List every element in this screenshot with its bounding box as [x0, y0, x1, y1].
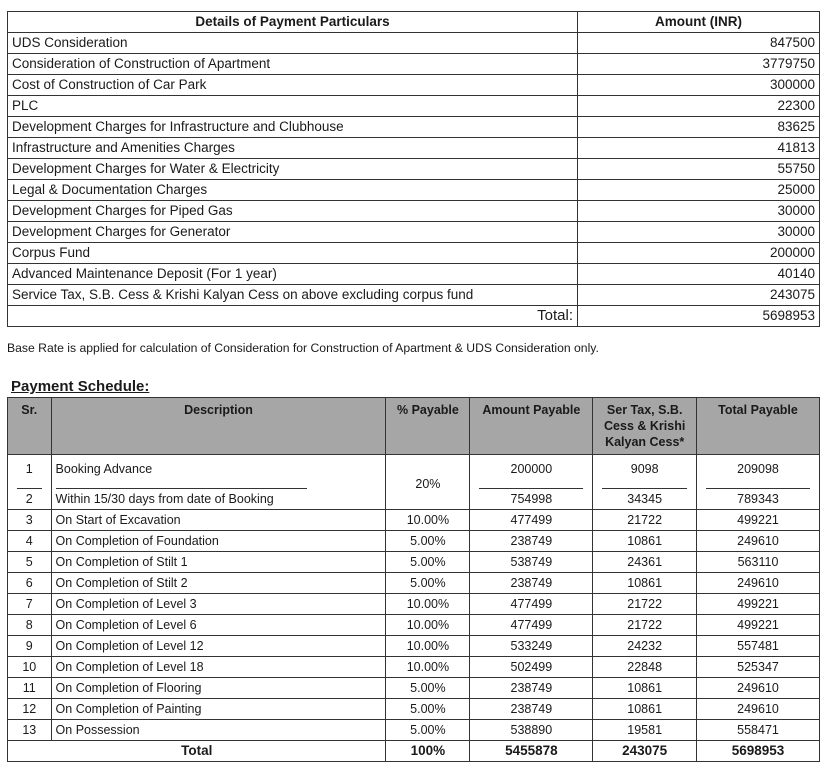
row-description: On Completion of Stilt 1 [51, 552, 386, 573]
column-header-total-payable: Total Payable [697, 398, 820, 455]
row-amount: 238749 [470, 531, 593, 552]
row-amount: 238749 [470, 699, 593, 720]
row-sr: 5 [8, 552, 52, 573]
row-total: 558471 [697, 720, 820, 741]
row-tax: 22848 [593, 657, 697, 678]
table-row [8, 636, 820, 657]
table-row [8, 699, 820, 720]
row-pct-payable-merged: 20% [386, 455, 470, 510]
row-total: 249610 [697, 699, 820, 720]
table-row [8, 54, 820, 75]
table-row [8, 222, 820, 243]
row-total: 557481 [697, 636, 820, 657]
row-pct-payable: 5.00% [386, 699, 470, 720]
payment-schedule-title: Payment Schedule: [11, 378, 150, 395]
total-amount: 5698953 [578, 306, 820, 327]
particular-amount: 55750 [578, 159, 820, 180]
row-pct-payable: 10.00% [386, 636, 470, 657]
particular-label: Service Tax, S.B. Cess & Krishi Kalyan Cess on above excluding corpus fund [8, 285, 578, 306]
row-description: On Completion of Level 12 [51, 636, 386, 657]
table-row [8, 594, 820, 615]
row-amount: 502499 [470, 657, 593, 678]
row-sr: 3 [8, 510, 52, 531]
table-row [8, 96, 820, 117]
table-header-row [8, 398, 820, 455]
table-row [8, 720, 820, 741]
table-row [8, 552, 820, 573]
row-sr: 8 [8, 615, 52, 636]
table-row [8, 117, 820, 138]
row-sr: 2 [8, 489, 52, 510]
particular-label: Development Charges for Water & Electricity [8, 159, 578, 180]
table-header-row [8, 12, 820, 33]
row-sr: 6 [8, 573, 52, 594]
particular-label: Consideration of Construction of Apartment [8, 54, 578, 75]
column-header-service-tax: Ser Tax, S.B. Cess & Krishi Kalyan Cess* [593, 398, 697, 455]
particular-amount: 40140 [578, 264, 820, 285]
particular-label: Legal & Documentation Charges [8, 180, 578, 201]
column-header-amount: Amount (INR) [578, 12, 820, 33]
row-description: Booking Advance [55, 462, 153, 476]
row-amount: 538890 [470, 720, 593, 741]
row-description: On Completion of Stilt 2 [51, 573, 386, 594]
row-description: On Completion of Flooring [51, 678, 386, 699]
row-tax: 21722 [593, 510, 697, 531]
row-sr: 12 [8, 699, 52, 720]
row-sr: 7 [8, 594, 52, 615]
row-description: On Completion of Level 3 [51, 594, 386, 615]
row-description: On Completion of Level 18 [51, 657, 386, 678]
row-pct-payable: 10.00% [386, 615, 470, 636]
row-total: 499221 [697, 594, 820, 615]
row-tax: 9098 [630, 462, 659, 476]
row-description: On Completion of Foundation [51, 531, 386, 552]
row-pct-payable: 10.00% [386, 510, 470, 531]
row-amount: 238749 [470, 573, 593, 594]
row-description: On Completion of Level 6 [51, 615, 386, 636]
particular-amount: 41813 [578, 138, 820, 159]
particular-amount: 300000 [578, 75, 820, 96]
row-sr: 11 [8, 678, 52, 699]
particular-amount: 3779750 [578, 54, 820, 75]
total-payable: 5698953 [697, 741, 820, 762]
row-amount: 533249 [470, 636, 593, 657]
table-row [8, 455, 820, 490]
total-tax: 243075 [593, 741, 697, 762]
row-tax: 34345 [593, 489, 697, 510]
particular-amount: 22300 [578, 96, 820, 117]
particular-amount: 847500 [578, 33, 820, 54]
row-sr: 9 [8, 636, 52, 657]
table-row [8, 75, 820, 96]
row-amount: 477499 [470, 594, 593, 615]
row-amount: 538749 [470, 552, 593, 573]
row-total: 789343 [697, 489, 820, 510]
total-row [8, 741, 820, 762]
row-amount: 477499 [470, 615, 593, 636]
total-pct: 100% [386, 741, 470, 762]
row-description: On Completion of Painting [51, 699, 386, 720]
row-tax: 10861 [593, 531, 697, 552]
table-row [8, 264, 820, 285]
row-pct-payable: 5.00% [386, 678, 470, 699]
column-header-pct-payable: % Payable [386, 398, 470, 455]
particular-amount: 25000 [578, 180, 820, 201]
column-header-sr: Sr. [8, 398, 52, 455]
row-sr: 13 [8, 720, 52, 741]
row-description: On Start of Excavation [51, 510, 386, 531]
row-amount: 477499 [470, 510, 593, 531]
row-tax: 10861 [593, 699, 697, 720]
table-row [8, 510, 820, 531]
table-row [8, 138, 820, 159]
row-sr: 10 [8, 657, 52, 678]
table-row [8, 531, 820, 552]
row-total: 249610 [697, 531, 820, 552]
table-row [8, 180, 820, 201]
particular-amount: 243075 [578, 285, 820, 306]
table-row [8, 573, 820, 594]
row-pct-payable: 10.00% [386, 657, 470, 678]
column-header-amount-payable: Amount Payable [470, 398, 593, 455]
table-row [8, 33, 820, 54]
particular-label: Development Charges for Infrastructure and Clubhouse [8, 117, 578, 138]
row-total: 249610 [697, 573, 820, 594]
row-total: 525347 [697, 657, 820, 678]
particular-amount: 83625 [578, 117, 820, 138]
particular-label: Advanced Maintenance Deposit (For 1 year) [8, 264, 578, 285]
base-rate-note: Base Rate is applied for calculation of Consideration for Construction of Apartment & UDS Consideration only. [7, 341, 599, 355]
row-pct-payable: 10.00% [386, 594, 470, 615]
row-description: Within 15/30 days from date of Booking [51, 489, 386, 510]
column-header-description: Details of Payment Particulars [8, 12, 578, 33]
row-total: 249610 [697, 678, 820, 699]
particular-amount: 30000 [578, 201, 820, 222]
row-tax: 21722 [593, 615, 697, 636]
column-header-description: Description [51, 398, 386, 455]
row-amount: 238749 [470, 678, 593, 699]
table-row [8, 615, 820, 636]
row-pct-payable: 5.00% [386, 552, 470, 573]
row-tax: 10861 [593, 678, 697, 699]
row-pct-payable: 5.00% [386, 531, 470, 552]
row-sr: 4 [8, 531, 52, 552]
row-tax: 24361 [593, 552, 697, 573]
row-pct-payable: 5.00% [386, 720, 470, 741]
total-amount: 5455878 [470, 741, 593, 762]
total-label: Total: [8, 306, 578, 327]
total-row [8, 306, 820, 327]
table-row [8, 159, 820, 180]
row-tax: 24232 [593, 636, 697, 657]
row-amount: 200000 [510, 462, 553, 476]
particular-label: PLC [8, 96, 578, 117]
particular-label: Development Charges for Generator [8, 222, 578, 243]
total-label: Total [8, 741, 386, 762]
row-tax: 10861 [593, 573, 697, 594]
row-total: 499221 [697, 510, 820, 531]
row-amount: 754998 [470, 489, 593, 510]
payment-particulars-table [7, 11, 820, 327]
table-row [8, 201, 820, 222]
row-tax: 19581 [593, 720, 697, 741]
row-description: On Possession [51, 720, 386, 741]
particular-amount: 200000 [578, 243, 820, 264]
row-pct-payable: 5.00% [386, 573, 470, 594]
table-row [8, 678, 820, 699]
row-total: 563110 [697, 552, 820, 573]
row-tax: 21722 [593, 594, 697, 615]
particular-label: Development Charges for Piped Gas [8, 201, 578, 222]
row-total: 209098 [737, 462, 779, 476]
particular-amount: 30000 [578, 222, 820, 243]
row-total: 499221 [697, 615, 820, 636]
table-row [8, 285, 820, 306]
row-sr: 1 [25, 462, 33, 476]
particular-label: Cost of Construction of Car Park [8, 75, 578, 96]
particular-label: Infrastructure and Amenities Charges [8, 138, 578, 159]
particular-label: UDS Consideration [8, 33, 578, 54]
particular-label: Corpus Fund [8, 243, 578, 264]
table-row [8, 657, 820, 678]
table-row [8, 243, 820, 264]
payment-schedule-table [7, 397, 820, 762]
